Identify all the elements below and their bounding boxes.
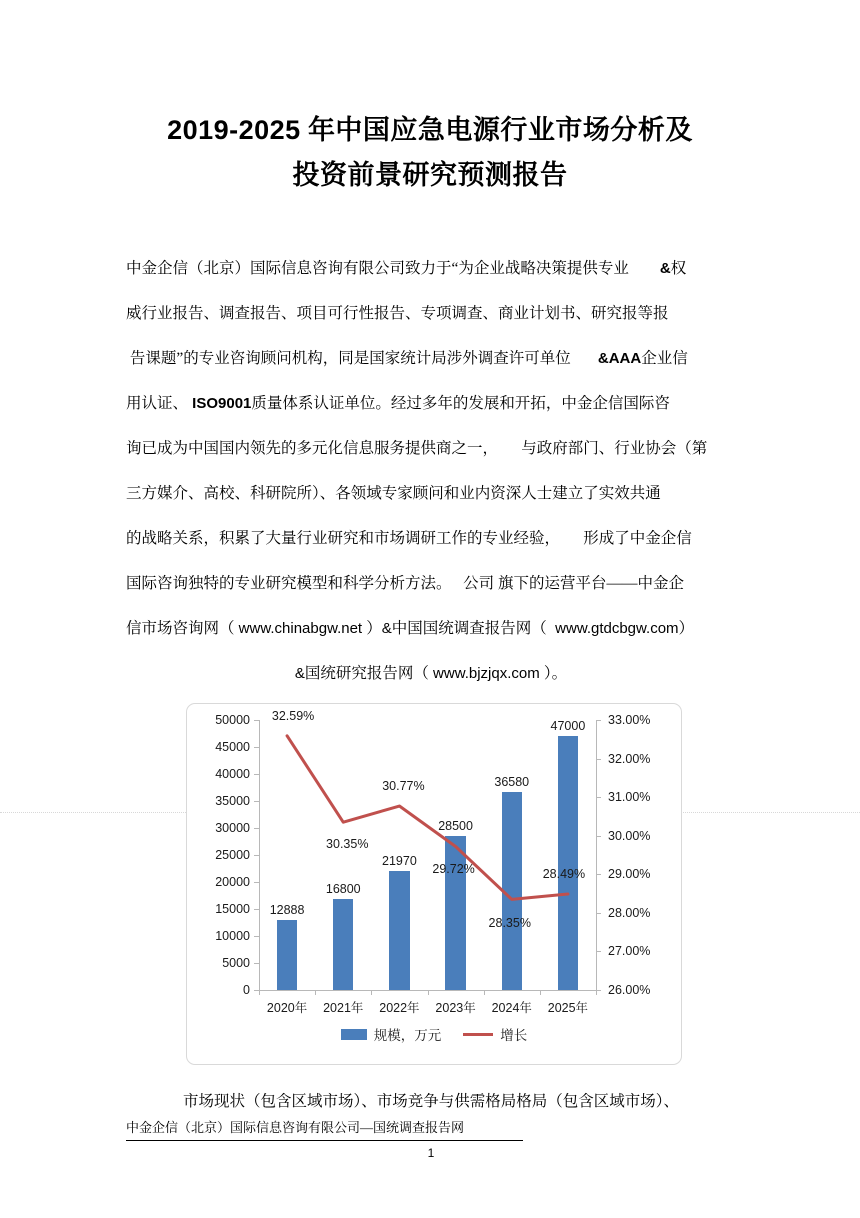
text-run: 国统研究报告网（ [304,665,429,682]
line-value-label: 32.59% [271,708,315,723]
paragraph-line [126,246,736,291]
bar-value-label: 21970 [382,854,417,869]
page-number: 1 [427,1146,435,1160]
right-axis-tick [596,951,601,952]
text-run: 公司 旗下的运营平台——中金企 [463,575,685,592]
market-size-chart [186,703,682,1065]
left-axis-tick-label: 50000 [215,713,250,727]
text-run: & [381,620,392,637]
category-axis-tick [259,990,260,995]
text-run: 质量体系认证单位。经过多年的发展和开拓，中金企信国际咨 [251,395,670,412]
text-run: &AAA [597,350,642,367]
text-run: & [659,260,671,277]
text-run [452,575,464,592]
text-run: 企业信 [641,350,688,367]
bar-value-label: 47000 [550,719,586,734]
line-value-label: 30.35% [326,837,369,852]
line-value-label: 28.49% [542,866,586,881]
category-axis-label: 2025年 [547,1001,589,1015]
bar-value-label: 16800 [325,882,361,897]
page-title [128,108,732,198]
left-axis-tick-label: 30000 [215,821,250,835]
category-axis-label: 2020年 [266,1001,308,1015]
category-axis-label: 2024年 [491,1001,532,1015]
page-title-line-1-rest: 年中国应急电源行业市场分析及 [300,115,693,145]
right-axis-tick-label: 33.00% [608,713,651,727]
text-run: 告课题”的专业咨询顾问机构，同是国家统计局涉外调查许可单位 [126,350,571,367]
intro-paragraph [126,246,736,696]
paragraph-line [126,336,736,381]
left-axis-tick-label: 20000 [215,875,250,889]
category-axis-tick [540,990,541,995]
chart-plot-area [215,708,651,1015]
paragraph-line [126,291,736,336]
right-axis-tick-label: 28.00% [608,905,651,920]
text-run: www.bjzjqx.com [428,665,544,682]
text-run: 与政府部门、行业协会（第 [521,440,708,457]
tail-paragraph: 市场现状（包含区域市场）、市场竞争与供需格局格局（包含区域市场）、 [182,1093,679,1110]
right-axis-tick-label: 26.00% [608,983,651,997]
category-axis-tick [428,990,429,995]
right-axis-line [596,720,597,990]
line-value-label: 29.72% [432,861,475,876]
text-run: 权 [670,260,687,277]
legend-label: 规模，万元 [373,1028,442,1043]
left-axis-tick-label: 0 [243,983,250,997]
text-run: 询已成为中国国内领先的多元化信息服务提供商之一， [126,440,499,457]
footer-rule [126,1140,523,1141]
paragraph-line [126,381,736,426]
line-value-label: 28.35% [488,916,531,931]
right-axis-tick [596,797,601,798]
paragraph-line [126,606,736,651]
legend-bar-swatch-icon [341,1029,367,1040]
category-axis-label: 2022年 [379,1001,420,1015]
right-axis-tick-label: 31.00% [608,790,651,805]
text-run [629,260,660,277]
text-run: 形成了中金企信 [583,530,692,547]
footer-note: 中金企信（北京）国际信息咨询有限公司—国统调查报告网 [126,1120,465,1135]
paragraph-line [126,426,736,471]
text-run: 的战略关系，积累了大量行业研究和市场调研工作的专业经验， [126,530,561,547]
right-axis-tick [596,913,601,914]
left-axis-tick-label: 10000 [215,929,250,943]
text-run: 信市场咨询网（ [126,620,235,637]
page-title-year-range: 2019-2025 [167,115,301,145]
right-axis-tick [596,836,601,837]
right-axis-tick [596,759,601,760]
left-axis-tick-label: 15000 [215,902,250,916]
text-run: ） [366,620,382,637]
text-run: www.chinabgw.net [234,620,367,637]
growth-line [259,720,596,990]
right-axis-tick-label: 29.00% [608,867,651,882]
right-axis-tick [596,874,601,875]
text-run: 国际咨询独特的专业研究模型和科学分析方法。 [126,575,452,592]
right-axis-tick-label: 27.00% [608,944,651,959]
text-run: 三方媒介、高校、科研院所）、各领域专家顾问和业内资深人士建立了实效共通 [126,485,661,502]
left-axis-tick-label: 45000 [215,740,250,754]
category-axis-label: 2023年 [435,1001,476,1015]
left-axis-tick-label: 40000 [215,767,250,781]
category-axis-label: 2021年 [323,1001,364,1015]
text-run: ） [678,620,695,637]
category-axis-tick [484,990,485,995]
text-run: 用认证、 [126,395,189,412]
page-title-line-2: 投资前景研究预测报告 [292,160,568,190]
text-run: 中国国统调查报告网（ [391,620,547,637]
left-axis-tick-label: 5000 [222,956,250,970]
paragraph-line [126,651,736,696]
text-run [571,350,598,367]
left-axis-tick-label: 35000 [215,794,250,808]
right-axis-tick-label: 30.00% [608,828,651,843]
text-run: ISO9001 [188,395,252,412]
legend-label: 增长 [500,1028,528,1043]
text-run: ）。 [543,665,568,682]
category-axis-tick [596,990,597,995]
left-axis-tick-label: 25000 [215,848,250,862]
right-axis-tick [596,720,601,721]
paragraph-line [126,561,736,606]
text-run: 中金企信（北京）国际信息咨询有限公司致力于“为企业战略决策提供专业 [126,260,629,277]
text-run: www.gtdcbgw.com [546,620,679,637]
bar-value-label: 28500 [438,819,473,834]
text-run: & [294,665,305,682]
page-title-line-1 [128,108,732,153]
bar-value-label: 36580 [494,775,530,790]
right-axis-tick-label: 32.00% [608,751,651,766]
line-value-label: 30.77% [382,779,425,793]
legend-item [341,1024,442,1044]
category-axis-tick [315,990,316,995]
text-run [498,440,521,457]
legend-line-swatch-icon [463,1033,493,1036]
text-run [560,530,583,547]
chart-legend [187,1024,681,1044]
text-run: 威行业报告、调查报告、项目可行性报告、专项调查、商业计划书、研究报等报 [126,305,669,322]
category-axis-tick [371,990,372,995]
bar-value-label: 12888 [269,903,305,918]
paragraph-line [126,516,736,561]
paragraph-line [126,471,736,516]
legend-item [463,1024,527,1044]
